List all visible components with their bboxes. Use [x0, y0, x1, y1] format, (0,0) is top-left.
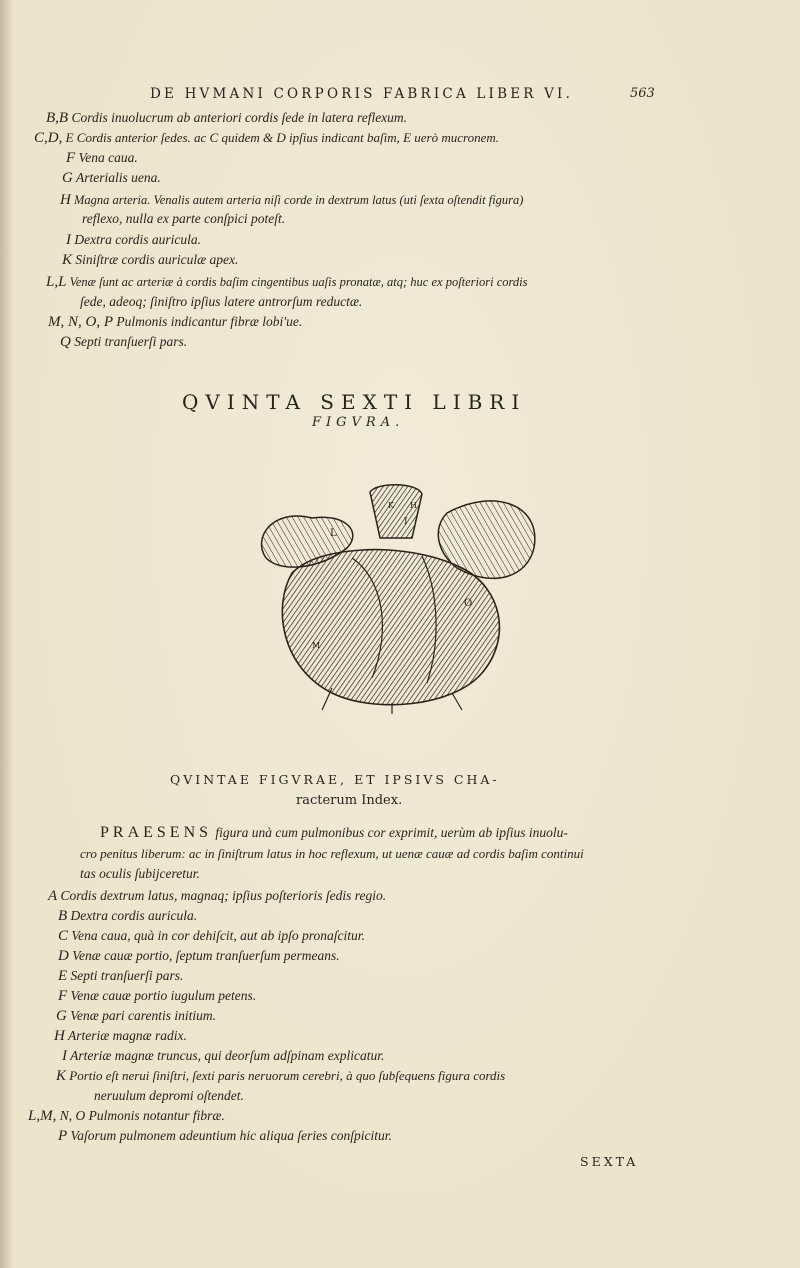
legend-text: Magna arteria. Venalis autem arteria niſi corde in dextrum latus (uti ſexta oſtendit figura) [73, 193, 524, 207]
legend-letter: G [56, 1008, 67, 1024]
running-title: DE HVMANI CORPORIS FABRICA LIBER VI. [150, 86, 574, 102]
legend-top-item [66, 232, 201, 249]
legend-bottom-item [56, 1068, 505, 1085]
legend-bottom-item [62, 1048, 384, 1065]
legend-bottom-item [58, 908, 197, 925]
legend-top-item [46, 274, 528, 291]
legend-text: Arterialis uena. [75, 170, 161, 185]
legend-text: Venæ pari carentis initium. [70, 1008, 216, 1023]
figure-label: K [388, 501, 394, 510]
legend-bottom-item [94, 1088, 244, 1104]
heart-lungs-woodcut [252, 478, 554, 716]
legend-text: E Cordis anterior ſedes. ac C quidem & D ipſius indicant baſim, E uerò mucronem. [65, 130, 500, 145]
legend-top-item [62, 170, 161, 187]
legend-letter: K [62, 252, 73, 268]
legend-letter: C [58, 928, 69, 944]
legend-text: Siniſtræ cordis auriculæ apex. [75, 252, 239, 267]
intro-text: figura unà cum pulmonibus cor exprimit, uerùm ab ipſius inuolu- [215, 825, 568, 840]
legend-bottom-item [56, 1008, 216, 1025]
legend-letter: M, N, O, P [48, 314, 113, 330]
legend-top-item [34, 130, 499, 147]
figure-label: I [404, 517, 408, 527]
legend-bottom-item [58, 928, 365, 945]
legend-letter: E [58, 968, 68, 984]
legend-text: Septi tranſuerſi pars. [70, 968, 184, 983]
legend-top-item [60, 334, 187, 351]
legend-text: Septi tranſuerſi pars. [74, 334, 188, 349]
legend-text: Cordis dextrum latus, magnaq; ipſius poſterioris ſedis regio. [60, 888, 387, 903]
legend-text: Cordis inuolucrum ab anteriori cordis ſede in latera reflexum. [71, 110, 408, 125]
figure-label: L [330, 528, 337, 539]
legend-letter: L,L [46, 274, 67, 290]
legend-letter: D [58, 948, 69, 964]
legend-letter: H [54, 1028, 65, 1044]
legend-letter: P [58, 1128, 68, 1144]
legend-bottom-item [54, 1028, 187, 1045]
legend-bottom-item [48, 888, 386, 905]
legend-letter: L,M, [28, 1108, 57, 1124]
legend-bottom-item [58, 948, 340, 965]
legend-text: reflexo, nulla ex parte conſpici poteſt. [82, 211, 286, 226]
legend-text: Pulmonis indicantur fibræ lobi'ue. [116, 314, 303, 329]
intro-line: cro penitus liberum: ac in ſiniſtrum latus in hoc reflexum, ut uenæ cauæ ad cordis baſim continui [80, 846, 584, 861]
legend-text: Dextra cordis auricula. [74, 232, 201, 247]
figure-title: QVINTA SEXTI LIBRI [182, 390, 527, 414]
figure-label: M [312, 641, 321, 650]
intro-lead-word: PRAESENS [100, 824, 213, 841]
legend-top-item [62, 252, 238, 269]
legend-letter: F [66, 150, 76, 166]
legend-text: N, O Pulmonis notantur fibræ. [59, 1108, 225, 1123]
legend-text: Vaſorum pulmonem adeuntium hic aliqua ſeries conſpicitur. [70, 1128, 392, 1143]
legend-bottom-item [58, 988, 256, 1005]
legend-top-item [80, 294, 362, 310]
legend-text: Arteriæ magnæ radix. [67, 1028, 187, 1043]
intro-line [100, 824, 568, 842]
legend-top-item [46, 110, 407, 127]
legend-letter: K [56, 1068, 67, 1084]
legend-letter: H [60, 192, 71, 208]
legend-text: Dextra cordis auricula. [70, 908, 198, 923]
legend-top-item [66, 150, 138, 167]
legend-letter: B,B [46, 110, 69, 126]
legend-bottom-item [58, 1128, 392, 1145]
legend-letter: Q [60, 334, 71, 350]
legend-letter: G [62, 170, 73, 186]
intro-line: tas oculis ſubijceretur. [80, 866, 200, 881]
legend-bottom-item [58, 968, 183, 985]
legend-text: Arteriæ magnæ truncus, qui deorſum adſpinam explicatur. [70, 1048, 385, 1063]
legend-text: ſede, adeoq; ſiniſtro ipſius latere antrorſum reductæ. [80, 294, 363, 309]
legend-text: Venæ ſunt ac arteriæ à cordis baſim cingentibus uaſis pronatæ, atq; huc ex poſteriori cordis [69, 275, 528, 289]
page-number: 563 [630, 86, 655, 101]
figure-label: O [464, 598, 473, 609]
legend-top-item [82, 211, 285, 227]
figure-subtitle: FIGVRA. [312, 415, 405, 430]
legend-bottom-item [28, 1108, 225, 1125]
catchword: SEXTA [580, 1154, 639, 1169]
index-heading: QVINTAE FIGVRAE, ET IPSIVS CHA- [170, 772, 500, 787]
legend-text: Venæ cauæ portio iugulum petens. [70, 988, 257, 1003]
legend-top-item [48, 314, 302, 331]
legend-letter: I [62, 1048, 67, 1064]
index-heading-cont: racterum Index. [296, 793, 403, 808]
legend-letter: A [48, 888, 58, 904]
legend-text: Venæ cauæ portio, ſeptum tranſuerſum permeans. [72, 948, 340, 963]
figure-label: H [410, 501, 417, 510]
legend-letter: F [58, 988, 68, 1004]
legend-text: Vena caua, quà in cor dehiſcit, aut ab ipſo pronaſcitur. [71, 928, 365, 943]
legend-letter: C,D, [34, 130, 63, 146]
legend-top-item [60, 192, 523, 209]
legend-text: Vena caua. [78, 150, 138, 165]
legend-text: neruulum depromi oſtendet. [94, 1088, 244, 1103]
legend-text: Portio eſt nerui ſiniſtri, ſexti paris neruorum cerebri, à quo ſubſequens figura cordis [69, 1068, 506, 1083]
legend-letter: I [66, 232, 71, 248]
legend-letter: B [58, 908, 68, 924]
